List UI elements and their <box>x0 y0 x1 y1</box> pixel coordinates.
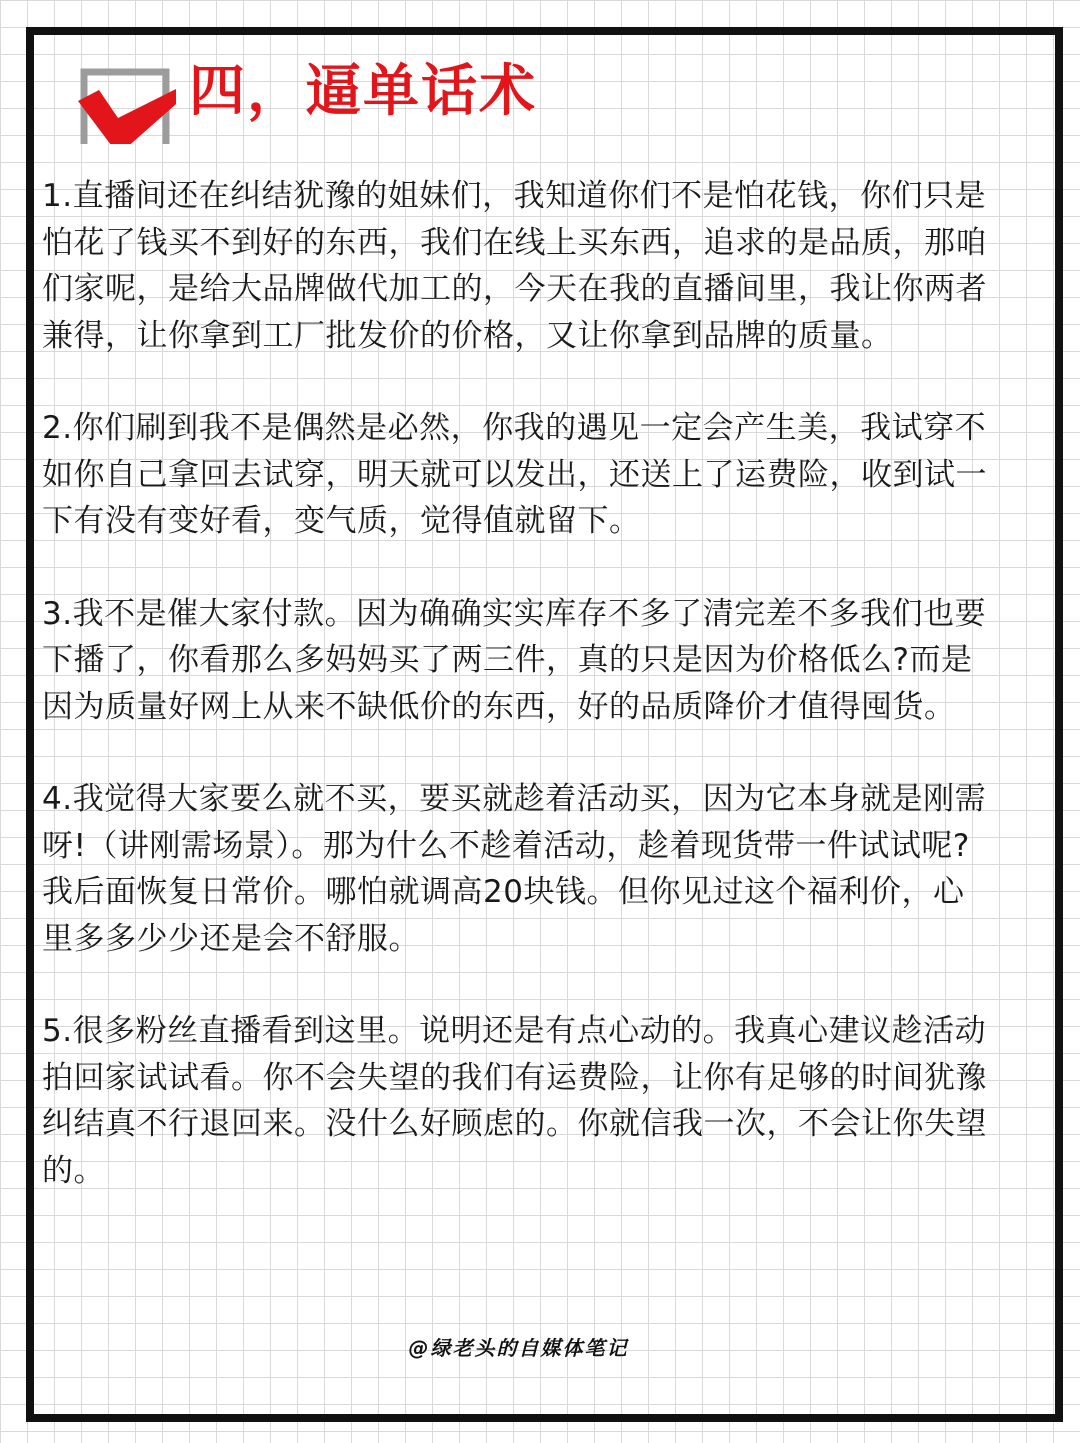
watermark-signature: @绿老头的自媒体笔记 <box>408 1336 629 1360</box>
script-paragraph-4: 4.我觉得大家要么就不买，要买就趁着活动买，因为它本身就是刚需呀!（讲刚需场景）。那为什么不趁着活动，趁着现货带一件试试呢?我后面恢复日常价。哪怕就调高20块钱。但你见过这个福利价，心里多多少少还是会不舒服。 <box>42 781 987 957</box>
script-paragraph-5: 5.很多粉丝直播看到这里。说明还是有点心动的。我真心建议趁活动拍回家试试看。你不会失望的我们有运费险，让你有足够的时间犹豫纠结真不行退回来。没什么好顾虑的。你就信我一次，不会让你失望的。 <box>42 1013 987 1189</box>
script-paragraph-2: 2.你们刷到我不是偶然是必然，你我的遇见一定会产生美，我试穿不如你自己拿回去试穿，明天就可以发出，还送上了运费险，收到试一下有没有变好看，变气质，觉得值就留下。 <box>42 410 987 539</box>
checkbox-check-icon <box>46 44 176 144</box>
section-header <box>46 44 946 144</box>
script-paragraph-3: 3.我不是催大家付款。因为确确实实库存不多了清完差不多我们也要下播了，你看那么多妈妈买了两三件，真的只是因为价格低么?而是因为质量好网上从来不缺低价的东西，好的品质降价才值得囤货。 <box>42 595 987 725</box>
page-title: 四，逼单话术 <box>189 59 537 124</box>
script-content <box>42 173 987 1240</box>
script-paragraph-1: 1.直播间还在纠结犹豫的姐妹们，我知道你们不是怕花钱，你们只是怕花了钱买不到好的东西，我们在线上买东西，追求的是品质，那咱们家呢，是给大品牌做代加工的，今天在我的直播间里，我让你两者兼得，让你拿到工厂批发价的价格，又让你拿到品牌的质量。 <box>42 178 987 354</box>
